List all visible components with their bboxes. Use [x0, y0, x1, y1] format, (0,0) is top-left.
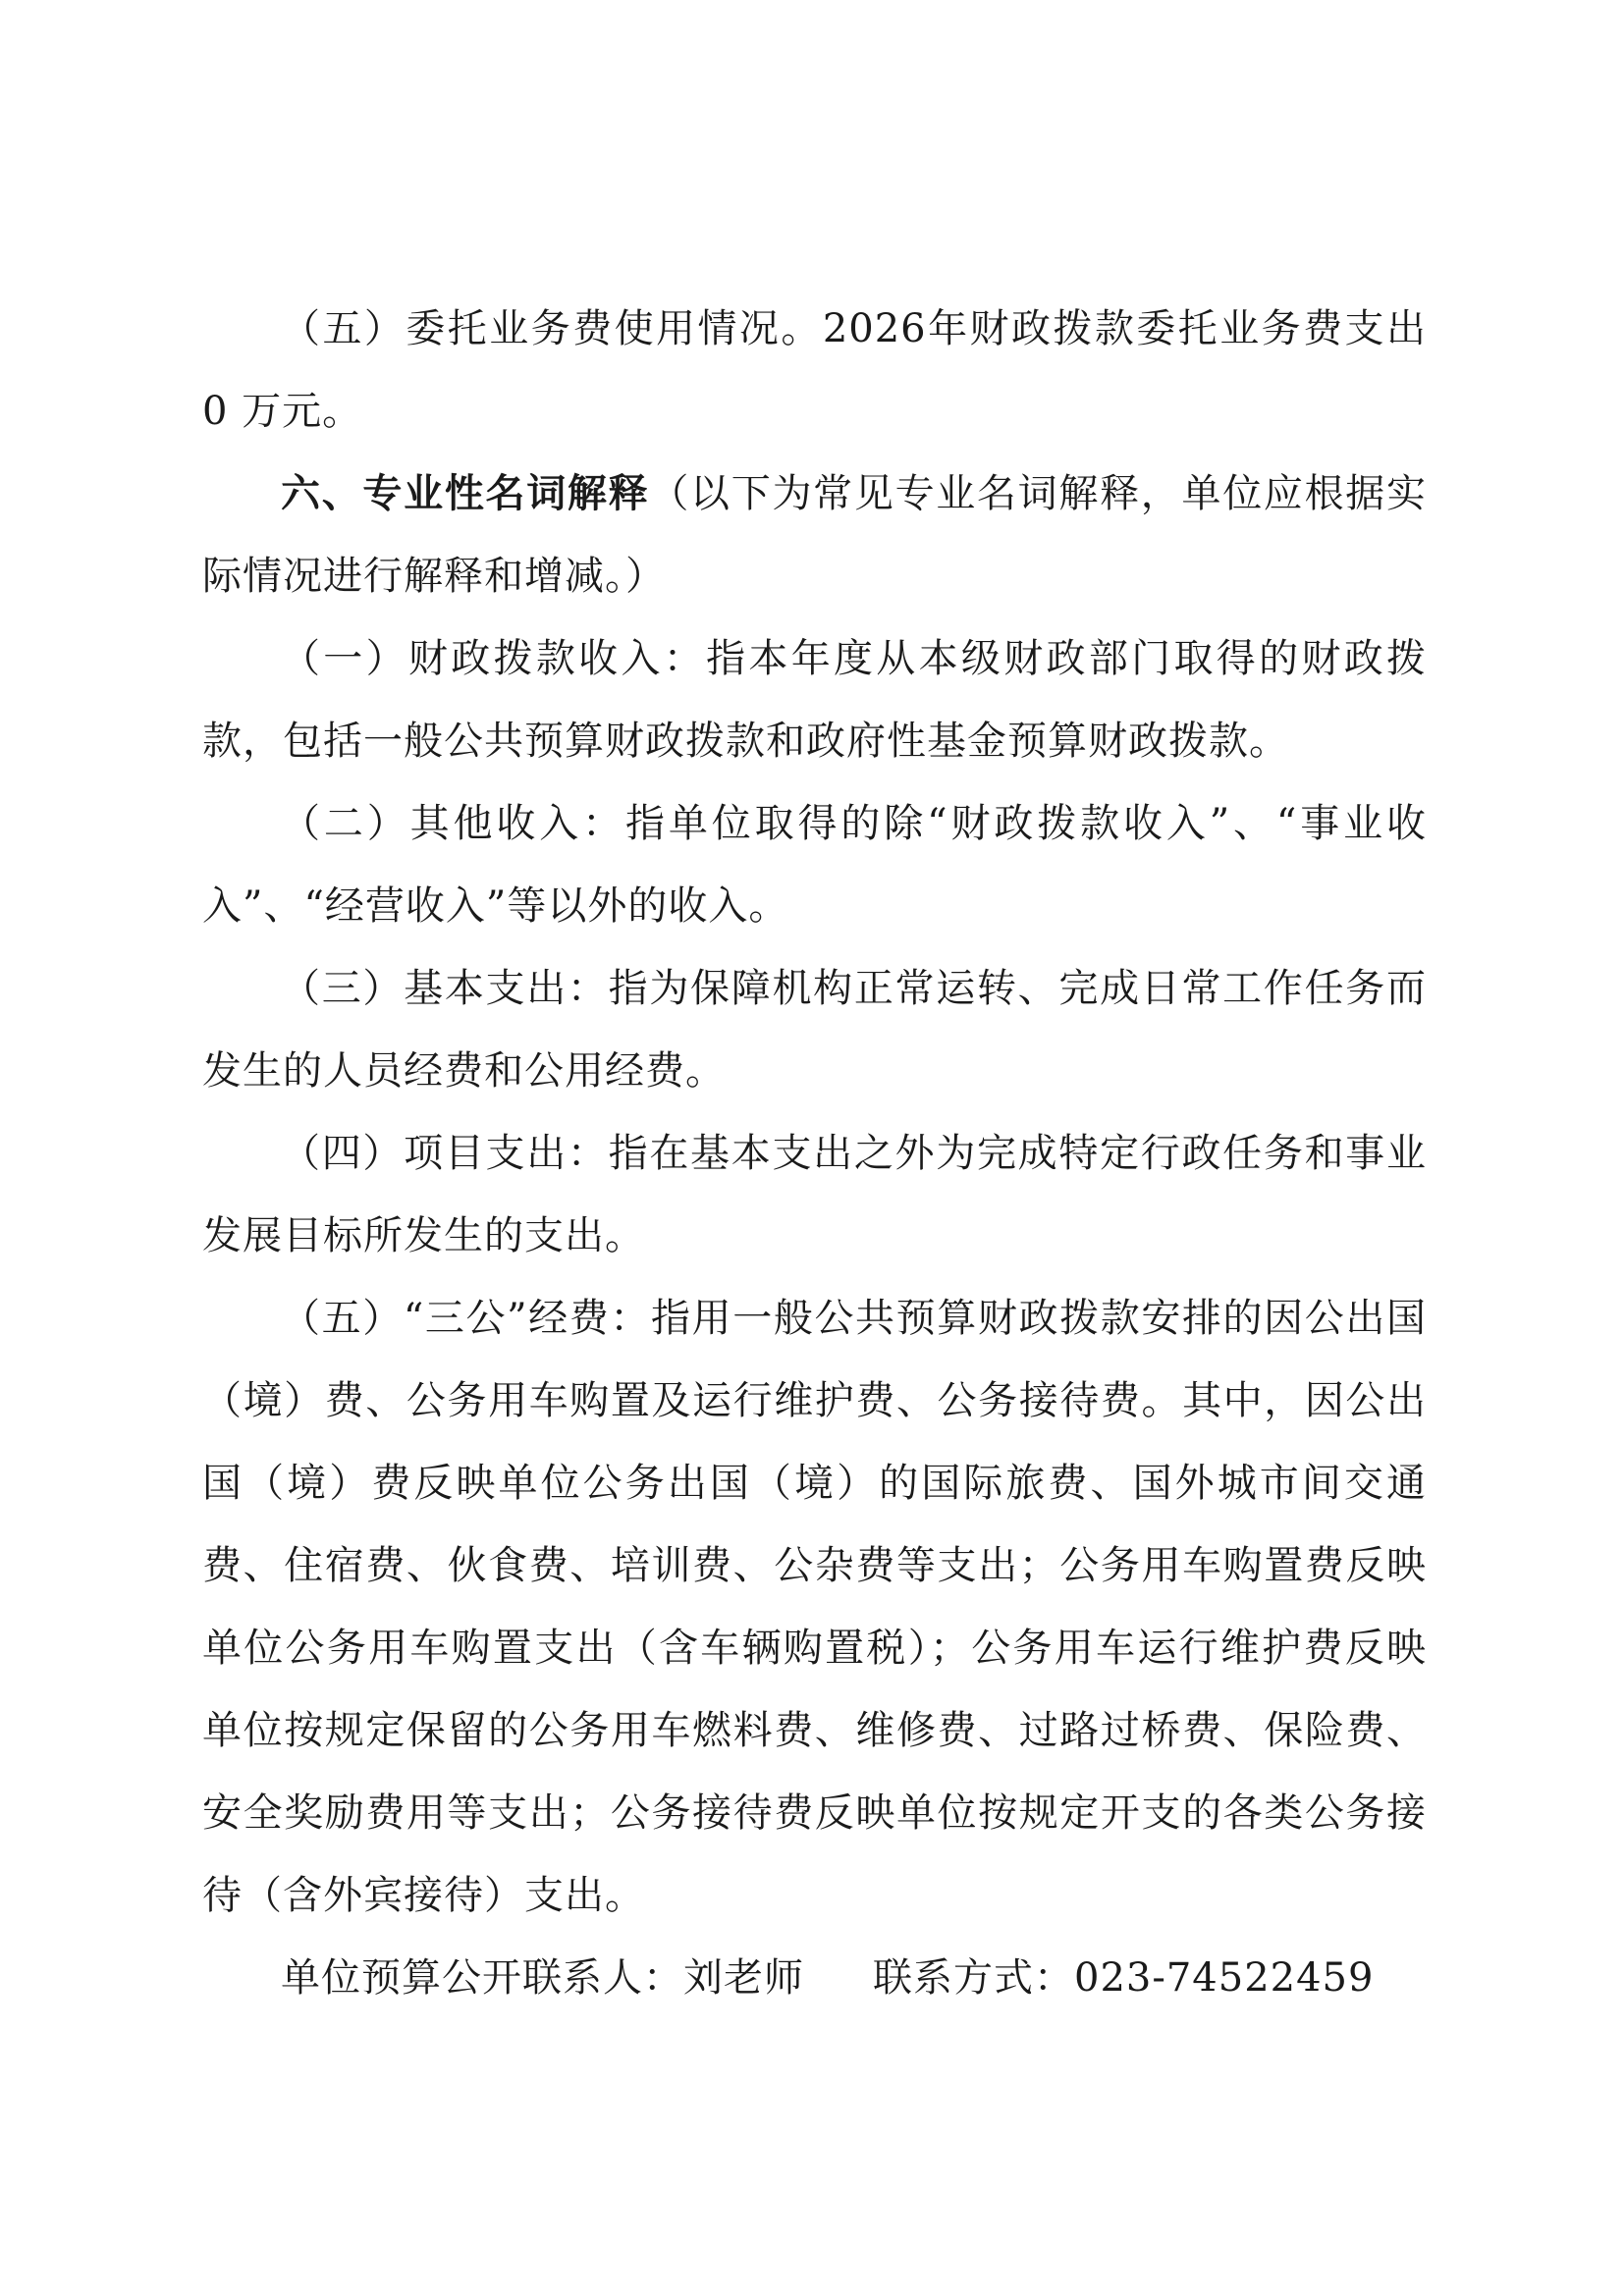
section-heading: 六、专业性名词解释: [281, 471, 650, 516]
section-note: （以下为常见专业名词解释，单位应根据实际情况进行解释和增减。）: [202, 471, 1428, 599]
paragraph-definition-3: [202, 947, 1427, 1112]
paragraph-definition-2: [202, 782, 1427, 947]
paragraph-definition-4: [202, 1112, 1427, 1277]
paragraph-definition-1: [202, 617, 1427, 782]
paragraph-section-six: [202, 453, 1427, 617]
paragraph-text: （四）项目支出：指在基本支出之外为完成特定行政任务和事业发展目标所发生的支出。: [202, 1131, 1427, 1258]
contact-line: [202, 1937, 1427, 2019]
paragraph-entrusted-fee: [202, 288, 1427, 453]
paragraph-text: （五）委托业务费使用情况。2026年财政拨款委托业务费支出 0 万元。: [202, 306, 1427, 434]
contact-person: 单位预算公开联系人：刘老师: [281, 1955, 804, 2001]
paragraph-text: （一）财政拨款收入：指本年度从本级财政部门取得的财政拨款，包括一般公共预算财政拨款和政府性基金预算财政拨款。: [202, 636, 1427, 764]
contact-phone: 联系方式：023-74522459: [873, 1955, 1375, 2001]
paragraph-text: （五）“三公”经费：指用一般公共预算财政拨款安排的因公出国（境）费、公务用车购置及运行维护费、公务接待费。其中，因公出国（境）费反映单位公务出国（境）的国际旅费、国外城市间交通费、住宿费、伙食费、培训费、公杂费等支出；公务用车购置费反映单位公务用车购置支出（含车辆购置税）；公务用车运行维护费反映单位按规定保留的公务用车燃料费、维修费、过路过桥费、保险费、安全奖励费用等支出；公务接待费反映单位按规定开支的各类公务接待（含外宾接待）支出。: [202, 1296, 1427, 1918]
paragraph-text: （二）其他收入：指单位取得的除“财政拨款收入”、“事业收入”、“经营收入”等以外的收入。: [202, 801, 1427, 929]
paragraph-definition-5: [202, 1277, 1427, 1937]
document-body: [202, 288, 1427, 2019]
paragraph-text: （三）基本支出：指为保障机构正常运转、完成日常工作任务而发生的人员经费和公用经费。: [202, 966, 1427, 1094]
